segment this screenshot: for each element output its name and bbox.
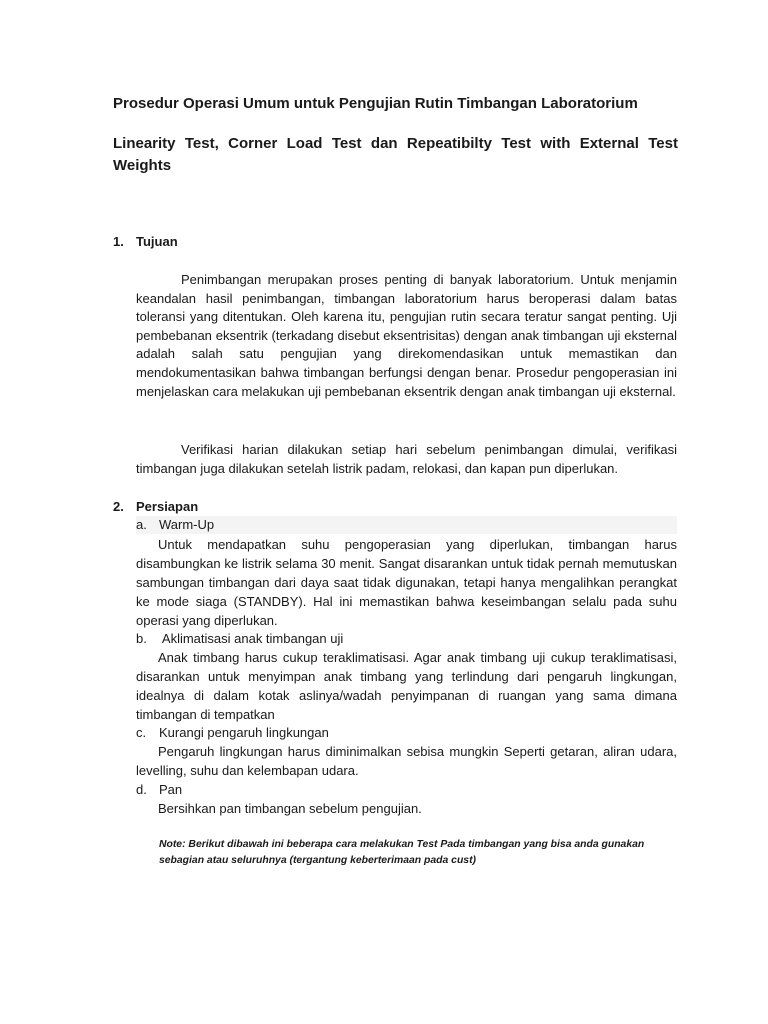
paragraph-tujuan-2: Verifikasi harian dilakukan setiap hari sebelum penimbangan dimulai, verifikasi timbangan juga dilakukan setelah listrik padam, relokasi, dan kapan pun diperlukan. — [136, 442, 677, 476]
paragraph-tujuan-1: Penimbangan merupakan proses penting di banyak laboratorium. Untuk menjamin keandalan hasil penimbangan, timbangan laboratorium harus beroperasi dalam batas toleransi yang ditentukan. Oleh karena itu, pengujian rutin secara teratur sangat penting. Uji pembebanan eksentrik (terkadang disebut eksentrisitas) dengan anak timbangan uji eksternal adalah salah satu pengujian yang direkomendasikan untuk memastikan dan mendokumentasikan bahwa timbangan berfungsi dengan benar. Prosedur pengoperasian ini menjelaskan cara melakukan uji pembebanan eksentrik dengan anak timbangan uji eksternal. — [136, 272, 677, 399]
section-number: 2. — [113, 499, 124, 514]
subsection-title: Warm-Up — [159, 517, 215, 532]
section-heading-tujuan — [113, 233, 178, 251]
subsection-heading-lingkungan — [136, 724, 329, 742]
subsection-title: Pan — [159, 782, 183, 797]
subsection-heading-aklimatisasi — [136, 630, 343, 648]
subsection-body-aklimatisasi: Anak timbang harus cukup teraklimatisasi. Agar anak timbang uji cukup teraklimatisasi, disarankan untuk menyimpan anak timbang yang terlindung dari pengaruh lingkungan, idealnya di dalam kotak aslinya/wadah penyimpanan di ruangan yang sama dimana timbangan di tempatkan — [136, 650, 677, 722]
note-text: Note: Berikut dibawah ini beberapa cara melakukan Test Pada timbangan yang bisa anda gunakan sebagian atau seluruhnya (tergantung keberterimaan pada cust) — [159, 839, 645, 866]
subsection-letter: b. — [136, 631, 147, 646]
subsection-letter: c. — [136, 725, 147, 740]
section-title: Tujuan — [136, 234, 178, 249]
subsection-letter: d. — [136, 782, 147, 797]
document-subtitle: Linearity Test, Corner Load Test dan Repeatibilty Test with External Test Weights — [113, 135, 678, 174]
document-title: Prosedur Operasi Umum untuk Pengujian Rutin Timbangan Laboratorium — [113, 95, 638, 112]
subsection-heading-pan — [136, 781, 182, 799]
section-number: 1. — [113, 234, 124, 249]
subsection-title: Kurangi pengaruh lingkungan — [159, 725, 329, 740]
subsection-body-warm-up: Untuk mendapatkan suhu pengoperasian yang diperlukan, timbangan harus disambungkan ke listrik selama 30 menit. Sangat disarankan untuk tidak pernah memutuskan sambungan timbangan dari daya saat tidak digunakan, tetapi hanya mengalihkan perangkat ke mode siaga (STANDBY). Hal ini memastikan bahwa keseimbangan selalu pada suhu operasi yang diperlukan. — [136, 537, 677, 628]
section-heading-persiapan — [113, 498, 198, 516]
subsection-body-lingkungan: Pengaruh lingkungan harus diminimalkan sebisa mungkin Seperti getaran, aliran udara, levelling, suhu dan kelembapan udara. — [136, 744, 677, 778]
subsection-title: Aklimatisasi anak timbangan uji — [159, 631, 344, 646]
subsection-heading-warm-up — [136, 516, 677, 534]
section-title: Persiapan — [136, 499, 199, 514]
subsection-body-pan: Bersihkan pan timbangan sebelum pengujian. — [158, 801, 422, 816]
subsection-letter: a. — [136, 517, 147, 532]
